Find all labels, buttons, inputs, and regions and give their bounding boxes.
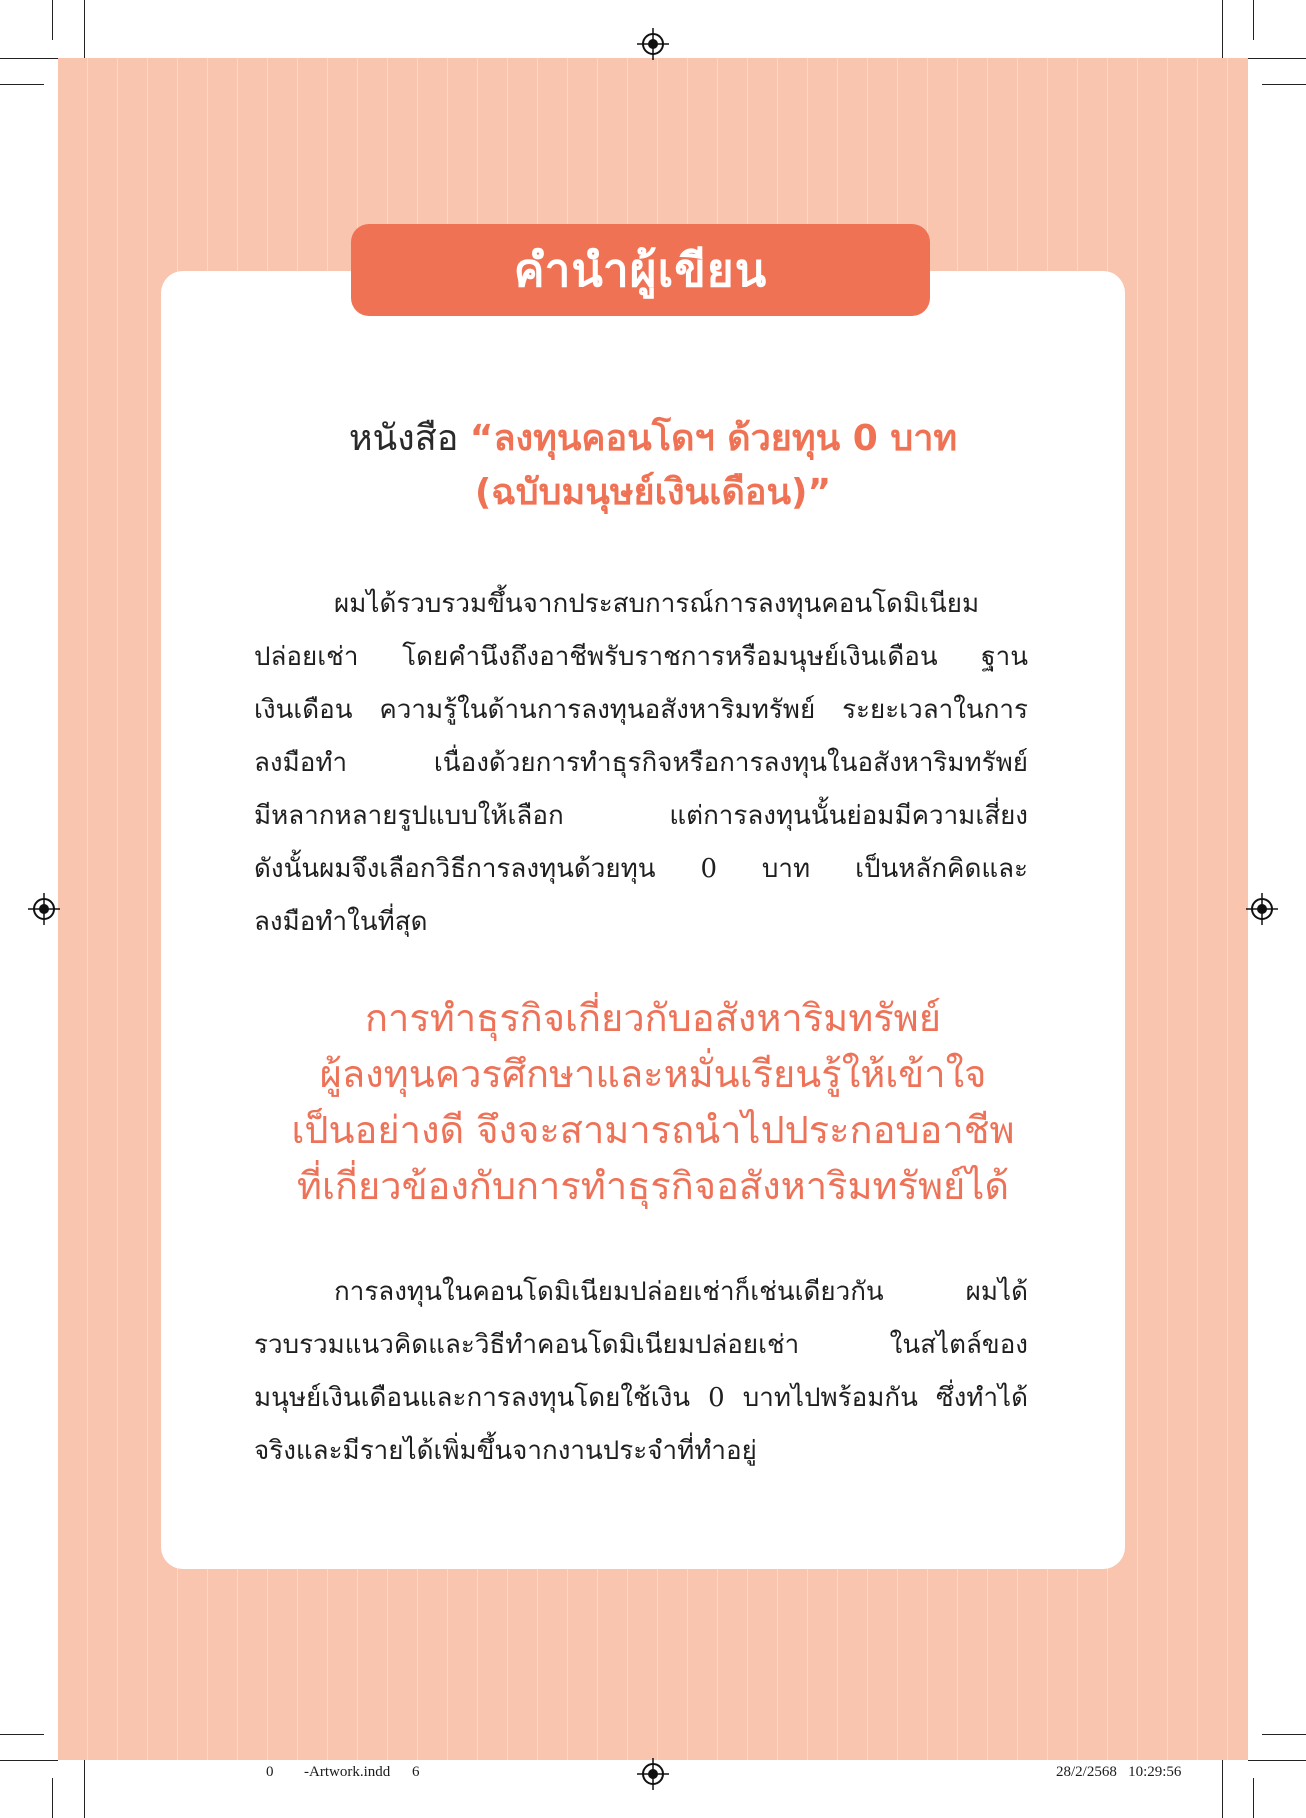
slug-page-number: 6: [412, 1764, 420, 1780]
paragraph-line: ดังนั้นผมจึงเลือกวิธีการลงทุนด้วยทุน 0 บาท เป็นหลักคิดและ: [254, 854, 1028, 884]
highlight-quote: [200, 990, 1106, 1214]
registration-mark-icon: [637, 1758, 669, 1790]
crop-mark: [0, 1734, 44, 1735]
page-title: [351, 224, 930, 316]
crop-mark: [0, 84, 44, 85]
paragraph-line: มีหลากหลายรูปแบบให้เลือก แต่การลงทุนนั้นย่อมมีความเสี่ยง: [254, 801, 1028, 831]
registration-mark-icon: [637, 28, 669, 60]
quote-line: ผู้ลงทุนควรศึกษาและหมั่นเรียนรู้ให้เข้าใจ: [319, 1052, 987, 1096]
book-title-name-1: “ลงทุนคอนโดฯ ด้วยทุน 0 บาท: [469, 418, 958, 459]
crop-mark: [1262, 84, 1306, 85]
crop-mark: [52, 0, 53, 40]
crop-mark: [0, 1760, 58, 1761]
paragraph-line: มนุษย์เงินเดือนและการลงทุนโดยใช้เงิน 0 บาทไปพร้อมกัน ซึ่งทำได้: [254, 1383, 1028, 1413]
paragraph-line: ผมได้รวบรวมขึ้นจากประสบการณ์การลงทุนคอนโดมิเนียม: [334, 589, 980, 619]
paragraph-line: ลงมือทำ เนื่องด้วยการทำธุรกิจหรือการลงทุนในอสังหาริมทรัพย์: [254, 748, 1028, 778]
crop-mark: [1222, 1760, 1223, 1818]
paragraph-line: จริงและมีรายได้เพิ่มขึ้นจากงานประจำที่ทำอยู่: [254, 1436, 757, 1466]
book-title-name-2: (ฉบับมนุษย์เงินเดือน)”: [474, 472, 832, 513]
crop-mark: [0, 58, 58, 59]
paragraph-line: รวบรวมแนวคิดและวิธีทำคอนโดมิเนียมปล่อยเช่า ในสไตล์ของ: [254, 1330, 1028, 1360]
slug-timestamp: 28/2/2568 10:29:56: [1056, 1764, 1182, 1780]
paragraph-line: ปล่อยเช่า โดยคำนึงถึงอาชีพรับราชการหรือมนุษย์เงินเดือน ฐาน: [254, 642, 1028, 672]
slug-file-prefix: 0: [266, 1764, 274, 1780]
crop-mark: [84, 1760, 85, 1818]
crop-mark: [1222, 0, 1223, 58]
page-title-text: คำนำผู้เขียน: [513, 242, 768, 297]
quote-line: ที่เกี่ยวข้องกับการทำธุรกิจอสังหาริมทรัพย์ได้: [296, 1164, 1010, 1208]
crop-mark: [52, 1778, 53, 1818]
crop-mark: [1248, 1760, 1306, 1761]
crop-mark: [1262, 1734, 1306, 1735]
book-title-line-2: [200, 466, 1106, 520]
book-title-prefix: หนังสือ: [348, 418, 470, 459]
slug-file-name: -Artwork.indd: [304, 1764, 391, 1780]
crop-mark: [1253, 0, 1254, 40]
intro-paragraph: [254, 578, 1028, 949]
crop-mark: [84, 0, 85, 58]
closing-paragraph: [254, 1266, 1028, 1478]
registration-mark-icon: [1246, 893, 1278, 925]
book-title: [200, 412, 1106, 520]
paragraph-line: การลงทุนในคอนโดมิเนียมปล่อยเช่าก็เช่นเดียวกัน ผมได้: [334, 1277, 1028, 1307]
quote-line: เป็นอย่างดี จึงจะสามารถนำไปประกอบอาชีพ: [291, 1108, 1015, 1152]
crop-mark: [1253, 1778, 1254, 1818]
paragraph-line: ลงมือทำในที่สุด: [254, 907, 428, 937]
registration-mark-icon: [28, 893, 60, 925]
crop-mark: [1248, 58, 1306, 59]
quote-line: การทำธุรกิจเกี่ยวกับอสังหาริมทรัพย์: [365, 996, 941, 1040]
paragraph-line: เงินเดือน ความรู้ในด้านการลงทุนอสังหาริมทรัพย์ ระยะเวลาในการ: [254, 695, 1028, 725]
book-title-line-1: [200, 412, 1106, 466]
